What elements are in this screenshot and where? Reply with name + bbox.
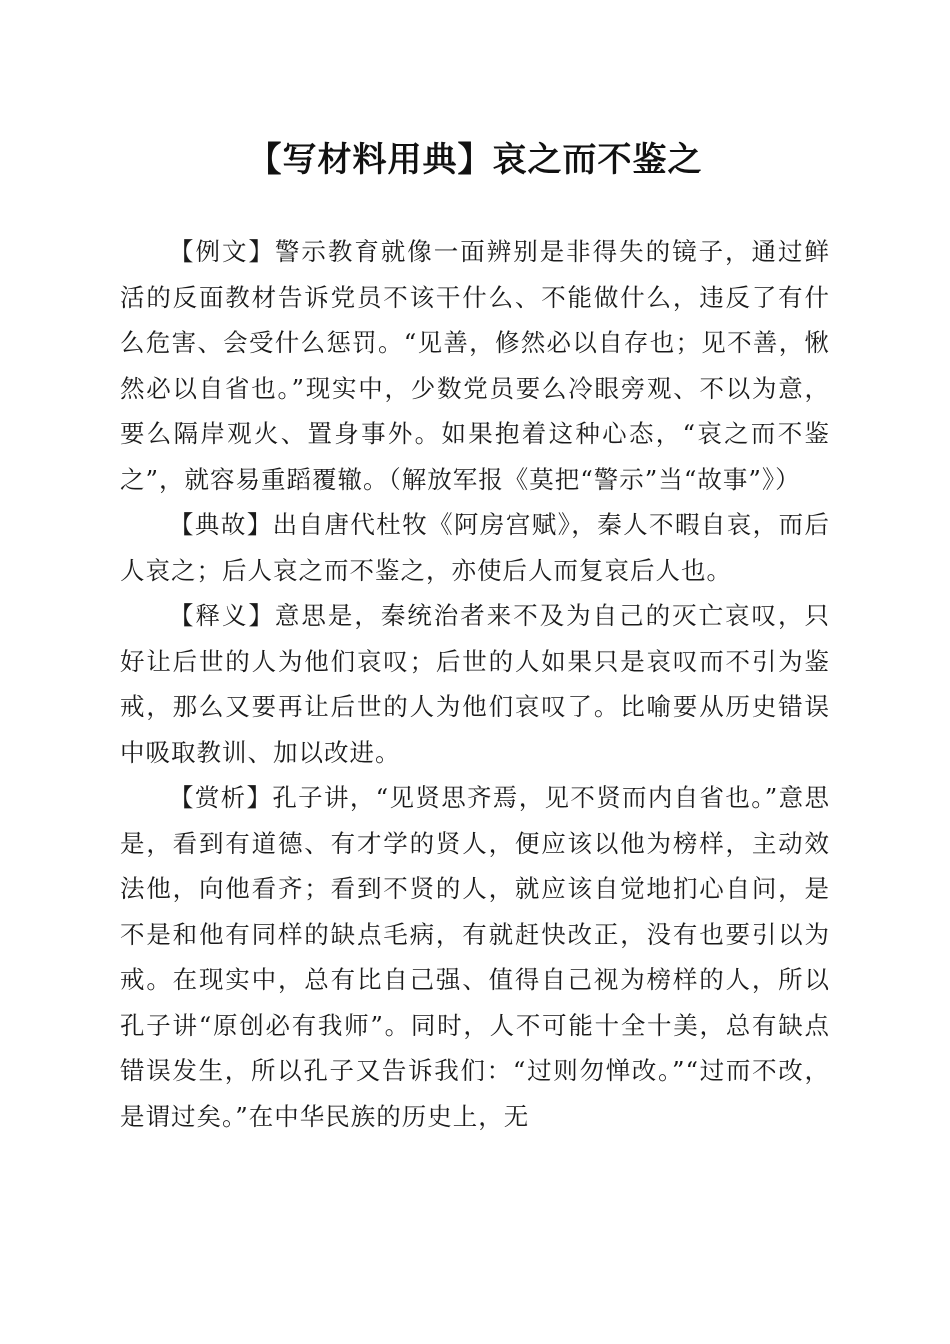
- document-title: 【写材料用典】哀之而不鉴之: [247, 140, 703, 180]
- paragraph-allusion: 【典故】出自唐代杜牧《阿房宫赋》，秦人不暇自哀，而后人哀之；后人哀之而不鉴之，亦使后人而复哀后人也。: [120, 510, 830, 585]
- paragraph-example: 【例文】警示教育就像一面辨别是非得失的镜子，通过鲜活的反面教材告诉党员不该干什么、不能做什么，违反了有什么危害、会受什么惩罚。“见善，修然必以自存也；见不善，愀然必以自省也。”现实中，少数党员要么冷眼旁观、不以为意，要么隔岸观火、置身事外。如果抱着这种心态，“哀之而不鉴之”，就容易重蹈覆辙。（解放军报《莫把“警示”当“故事”》）: [120, 237, 830, 494]
- paragraph-appreciation: 【赏析】孔子讲，“见贤思齐焉，见不贤而内自省也。”意思是，看到有道德、有才学的贤人，便应该以他为榜样，主动效法他，向他看齐；看到不贤的人，就应该自觉地扪心自问，是不是和他有同样的缺点毛病，有就赶快改正，没有也要引以为戒。在现实中，总有比自己强、值得自己视为榜样的人，所以孔子讲“原创必有我师”。同时，人不可能十全十美，总有缺点错误发生，所以孔子又告诉我们：“过则勿惮改。”“过而不改，是谓过矣。”在中华民族的历史上，无: [120, 783, 830, 1131]
- paragraph-meaning: 【释义】意思是，秦统治者来不及为自己的灭亡哀叹，只好让后世的人为他们哀叹；后世的人如果只是哀叹而不引为鉴戒，那么又要再让后世的人为他们哀叹了。比喻要从历史错误中吸取教训、加以改进。: [120, 601, 830, 767]
- document-body: [120, 229, 830, 1139]
